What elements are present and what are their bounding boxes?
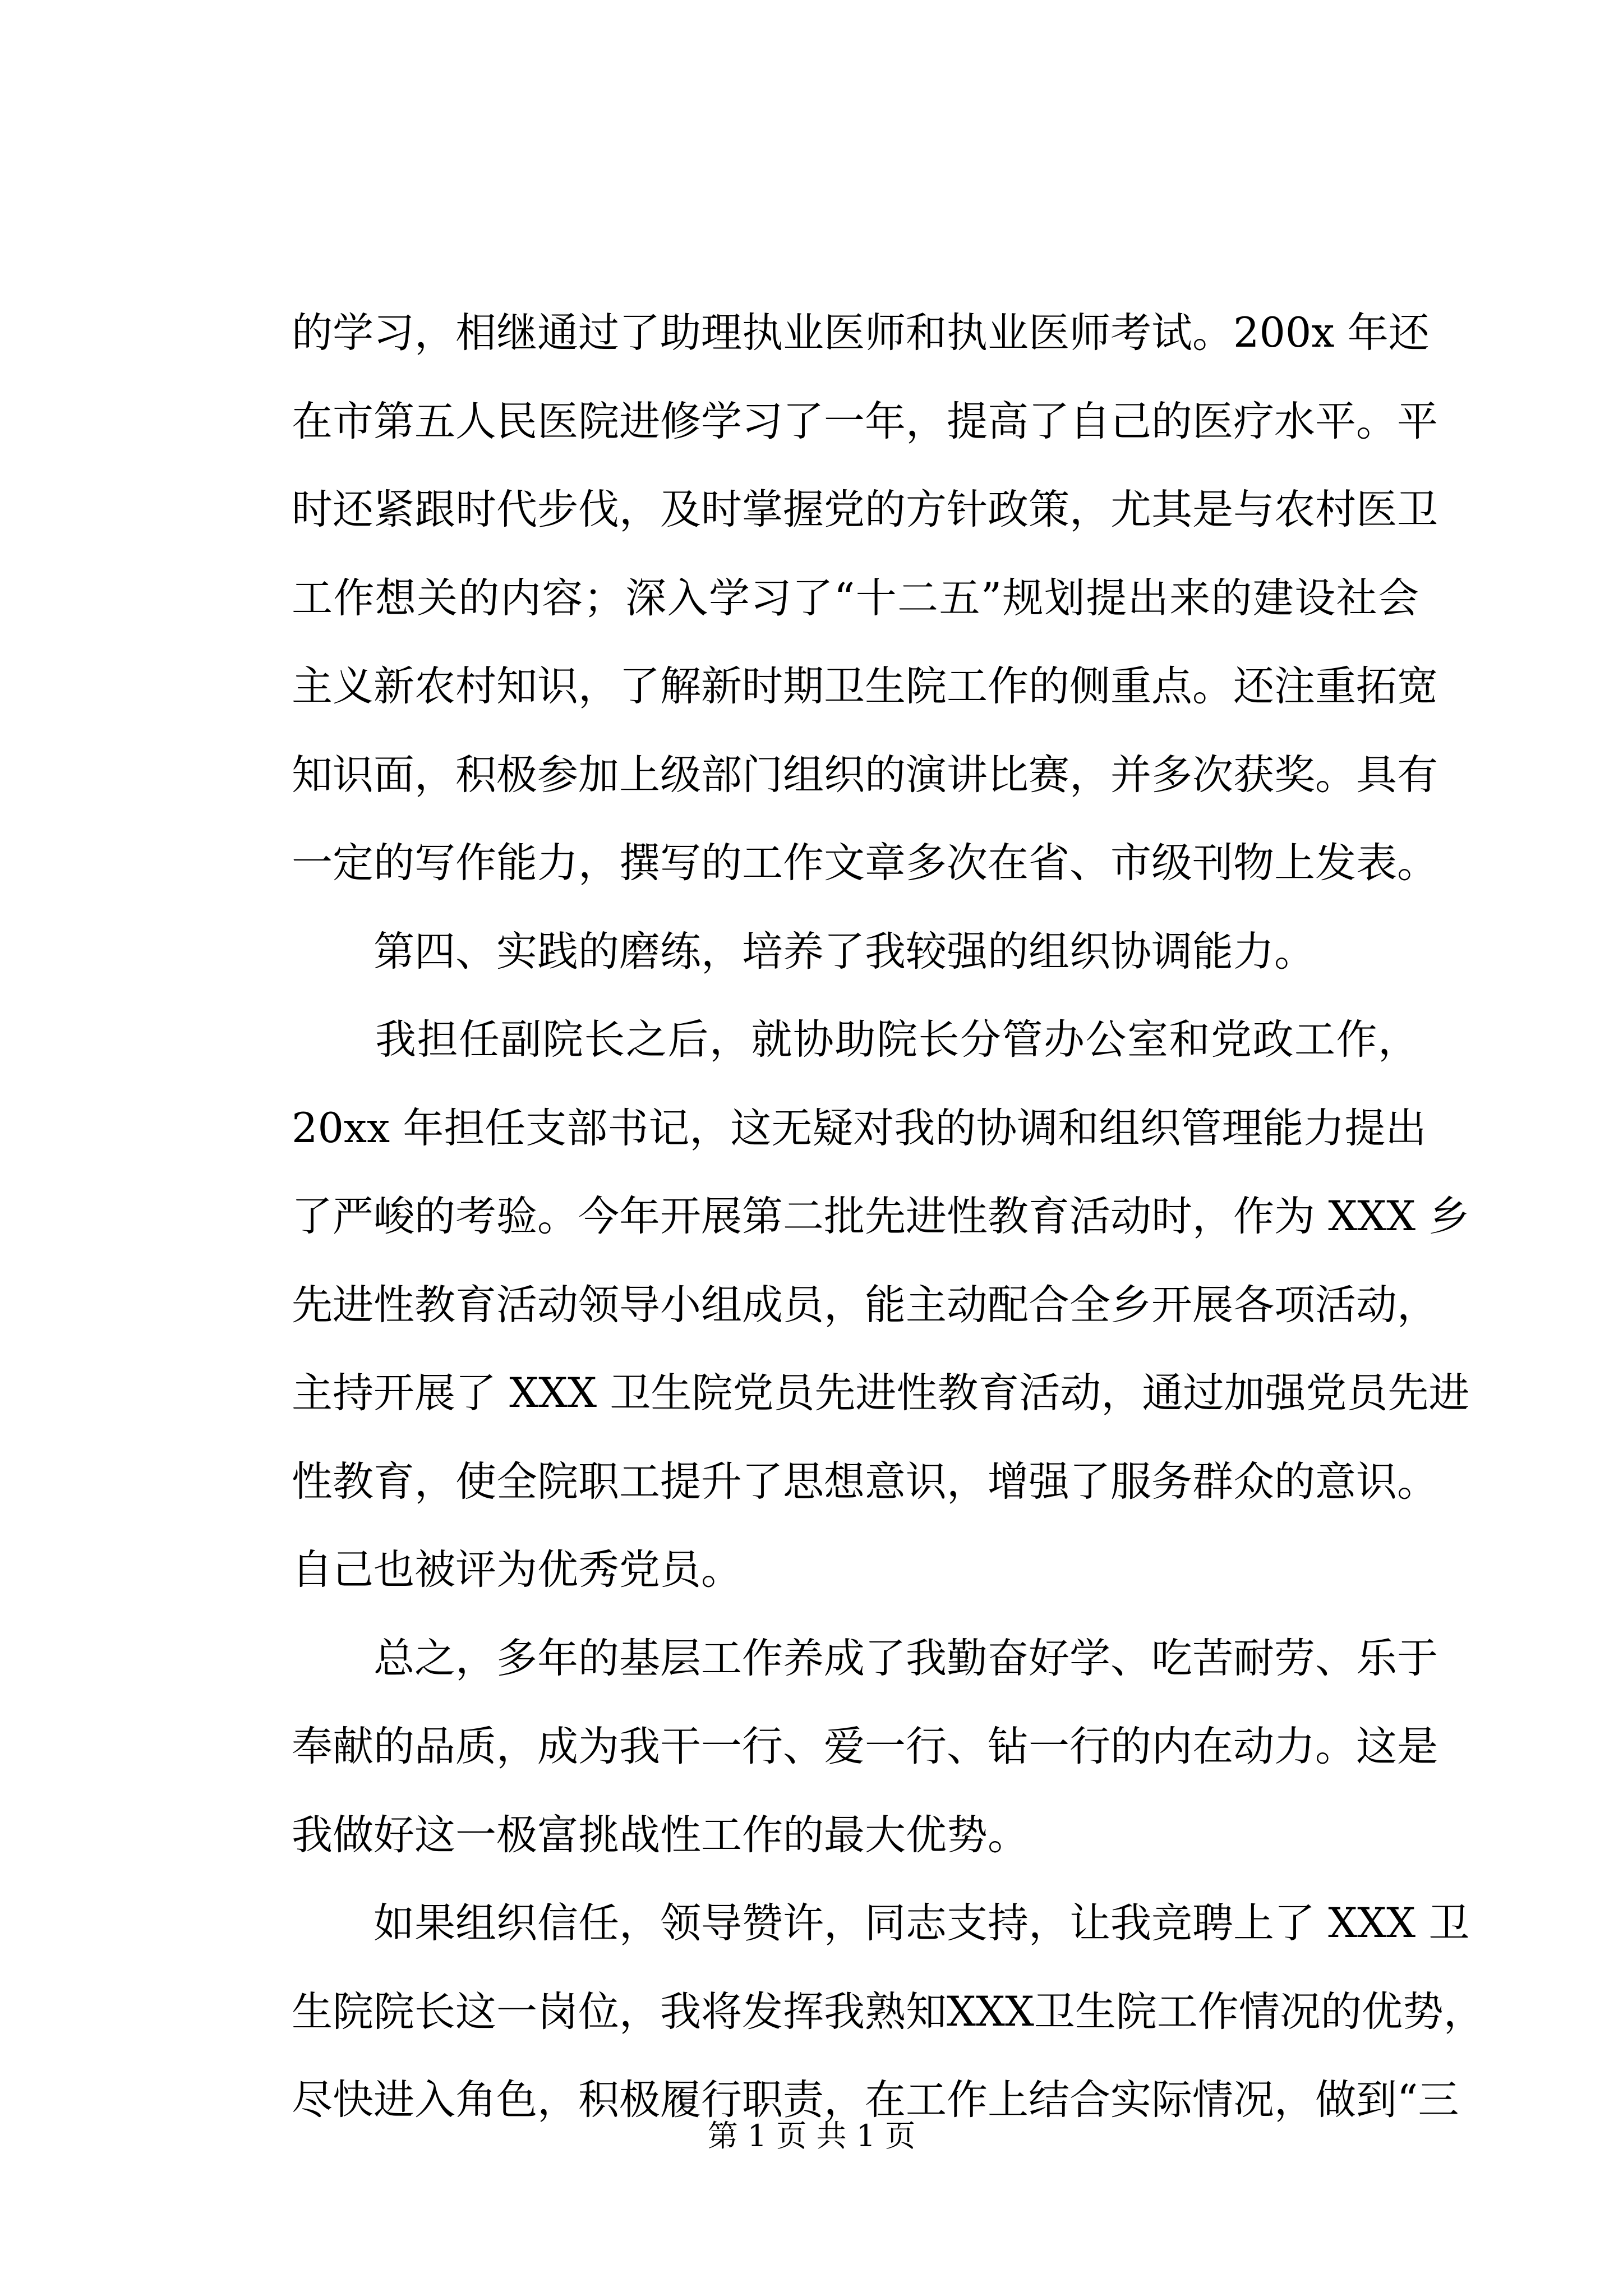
text-line: 主义新农村知识，了解新时期卫生院工作的侧重点。还注重拓宽	[292, 662, 1438, 710]
text-line: 生院院长这一岗位，我将发挥我熟知XXX卫生院工作情况的优势，	[292, 1987, 1484, 2036]
text-line: 的学习，相继通过了助理执业医师和执业医师考试。200x 年还	[292, 309, 1430, 357]
text-line: 知识面，积极参加上级部门组织的演讲比赛，并多次获奖。具有	[292, 751, 1438, 799]
text-line: 自己也被评为优秀党员。	[292, 1546, 742, 1594]
text-line: 尽快进入角色，积极履行职责，在工作上结合实际情况，做到“三	[292, 2076, 1459, 2124]
text-line: 了严峻的考验。今年开展第二批先进性教育活动时，作为 XXX 乡	[292, 1193, 1470, 1240]
text-line: 奉献的品质，成为我干一行、爱一行、钻一行的内在动力。这是	[292, 1723, 1438, 1770]
text-line: 我做好这一极富挑战性工作的最大优势。	[292, 1811, 1029, 1859]
text-line: 性教育，使全院职工提升了思想意识，增强了服务群众的意识。	[292, 1457, 1438, 1506]
text-line: 如果组织信任，领导赞许，同志支持，让我竞聘上了 XXX 卫	[292, 1899, 1470, 1947]
page-footer: 第 1 页 共 1 页	[707, 2118, 916, 2154]
body-text	[292, 289, 1484, 2145]
text-line: 20xx 年担任支部书记，这无疑对我的协调和组织管理能力提出	[292, 1104, 1427, 1152]
text-line: 先进性教育活动领导小组成员，能主动配合全乡开展各项活动，	[292, 1281, 1438, 1329]
text-line: 我担任副院长之后，就协助院长分管办公室和党政工作，	[292, 1016, 1419, 1064]
text-line: 工作想关的内容；深入学习了“十二五”规划提出来的建设社会	[292, 574, 1419, 622]
text-line: 时还紧跟时代步伐，及时掌握党的方针政策，尤其是与农村医卫	[292, 486, 1438, 533]
text-line: 总之，多年的基层工作养成了我勤奋好学、吃苦耐劳、乐于	[292, 1634, 1438, 1682]
text-line: 主持开展了 XXX 卫生院党员先进性教育活动，通过加强党员先进	[292, 1369, 1470, 1417]
text-line: 第四、实践的磨练，培养了我较强的组织协调能力。	[292, 927, 1315, 976]
text-line: 在市第五人民医院进修学习了一年，提高了自己的医疗水平。平	[292, 397, 1438, 445]
text-line: 一定的写作能力，撰写的工作文章多次在省、市级刊物上发表。	[292, 839, 1438, 887]
